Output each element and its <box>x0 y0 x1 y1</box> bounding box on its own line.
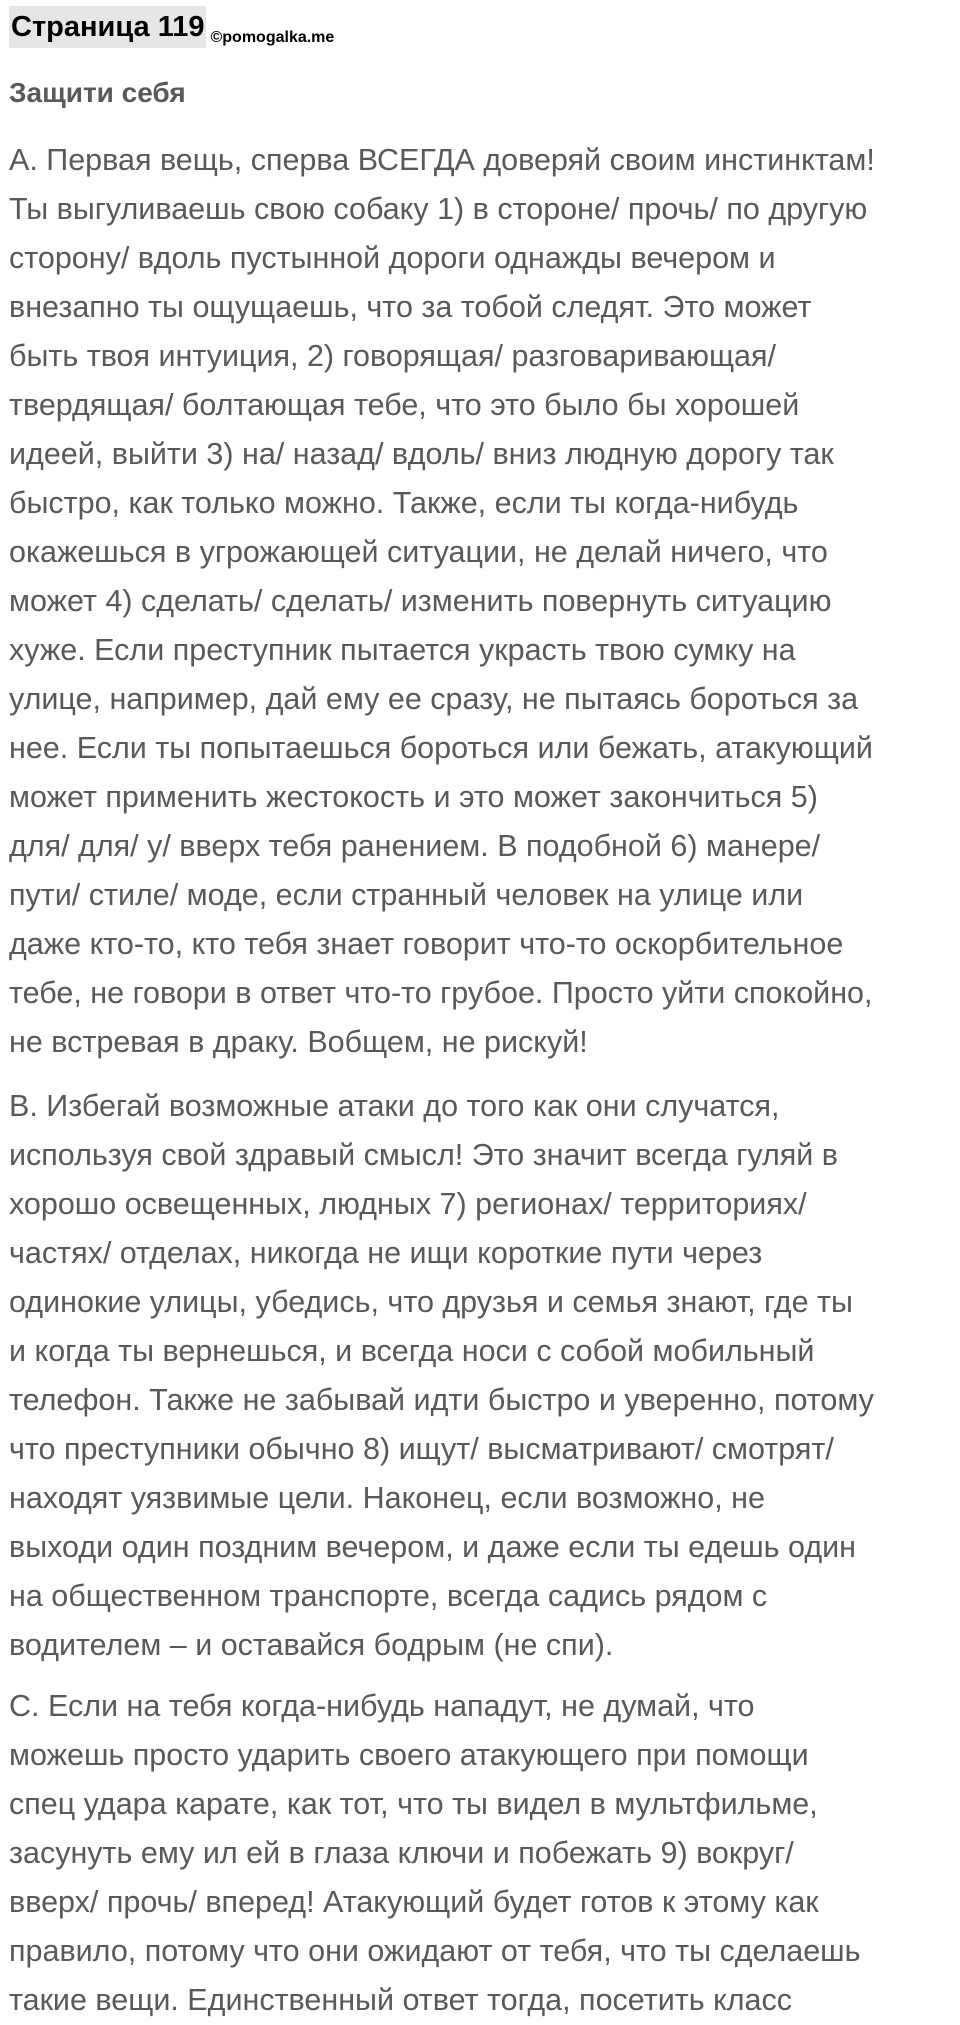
text-line: даже кто-то, кто тебя знает говорит что-то оскорбительное <box>9 927 844 961</box>
text-line: засунуть ему ил ей в глаза ключи и побежать 9) вокруг/ <box>9 1836 794 1870</box>
text-line: улице, например, дай ему ее сразу, не пытаясь бороться за <box>9 682 859 716</box>
text-line: быть твоя интуиция, 2) говорящая/ разговаривающая/ <box>9 339 776 373</box>
text-line: что преступники обычно 8) ищут/ высматривают/ смотрят/ <box>9 1432 834 1466</box>
text-line: может применить жестокость и это может закончиться 5) <box>9 780 818 814</box>
paragraph-c <box>9 1682 957 2025</box>
text-line: идеей, выйти 3) на/ назад/ вдоль/ вниз людную дорогу так <box>9 437 834 471</box>
text-line: внезапно ты ощущаешь, что за тобой следят. Это может <box>9 290 812 324</box>
text-line: одинокие улицы, убедись, что друзья и семья знают, где ты <box>9 1285 853 1319</box>
text-line: нее. Если ты попытаешься бороться или бежать, атакующий <box>9 731 873 765</box>
text-line: A. Первая вещь, сперва ВСЕГДА доверяй своим инстинктам! <box>9 143 875 177</box>
text-line: Ты выгуливаешь свою собаку 1) в стороне/ прочь/ по другую <box>9 192 868 226</box>
text-line: быстро, как только можно. Также, если ты когда-нибудь <box>9 486 799 520</box>
text-line: не встревая в драку. Вобщем, не рискуй! <box>9 1025 588 1059</box>
text-line: можешь просто ударить своего атакующего при помощи <box>9 1738 809 1772</box>
text-line: C. Если на тебя когда-нибудь нападут, не думай, что <box>9 1689 755 1723</box>
text-line: и когда ты вернешься, и всегда носи с собой мобильный <box>9 1334 815 1368</box>
watermark: ©pomogalka.me <box>210 29 335 46</box>
text-line: вверх/ прочь/ вперед! Атакующий будет готов к этому как <box>9 1885 819 1919</box>
text-line: выходи один поздним вечером, и даже если ты едешь один <box>9 1530 857 1564</box>
text-line: хуже. Если преступник пытается украсть твою сумку на <box>9 633 796 667</box>
text-line: сторону/ вдоль пустынной дороги однажды вечером и <box>9 241 776 275</box>
text-line: находят уязвимые цели. Наконец, если возможно, не <box>9 1481 765 1515</box>
paragraph-a <box>9 136 957 1067</box>
text-line: телефон. Также не забывай идти быстро и уверенно, потому <box>9 1383 874 1417</box>
text-line: B. Избегай возможные атаки до того как они случатся, <box>9 1089 780 1123</box>
text-line: для/ для/ у/ вверх тебя ранением. В подобной 6) манере/ <box>9 829 821 863</box>
page-header <box>9 6 334 48</box>
text-line: правило, потому что они ожидают от тебя, что ты сделаешь <box>9 1934 861 1968</box>
text-line: спец удара карате, как тот, что ты видел в мультфильме, <box>9 1787 818 1821</box>
text-line: частях/ отделах, никогда не ищи короткие пути через <box>9 1236 763 1270</box>
text-line: пути/ стиле/ моде, если странный человек на улице или <box>9 878 804 912</box>
text-line: хорошо освещенных, людных 7) регионах/ территориях/ <box>9 1187 807 1221</box>
text-line: используя свой здравый смысл! Это значит всегда гуляй в <box>9 1138 838 1172</box>
page-title: Страница 119 <box>9 6 206 48</box>
text-line: твердящая/ болтающая тебе, что это было бы хорошей <box>9 388 800 422</box>
text-line: такие вещи. Единственный ответ тогда, посетить класс <box>9 1983 793 2017</box>
text-line: на общественном транспорте, всегда садись рядом с <box>9 1579 768 1613</box>
text-line: водителем – и оставайся бодрым (не спи). <box>9 1628 614 1662</box>
paragraph-b <box>9 1082 957 1670</box>
text-line: окажешься в угрожающей ситуации, не делай ничего, что <box>9 535 828 569</box>
section-title: Защити себя <box>9 77 186 108</box>
text-line: может 4) сделать/ сделать/ изменить повернуть ситуацию <box>9 584 832 618</box>
text-line: тебе, не говори в ответ что-то грубое. Просто уйти спокойно, <box>9 976 873 1010</box>
